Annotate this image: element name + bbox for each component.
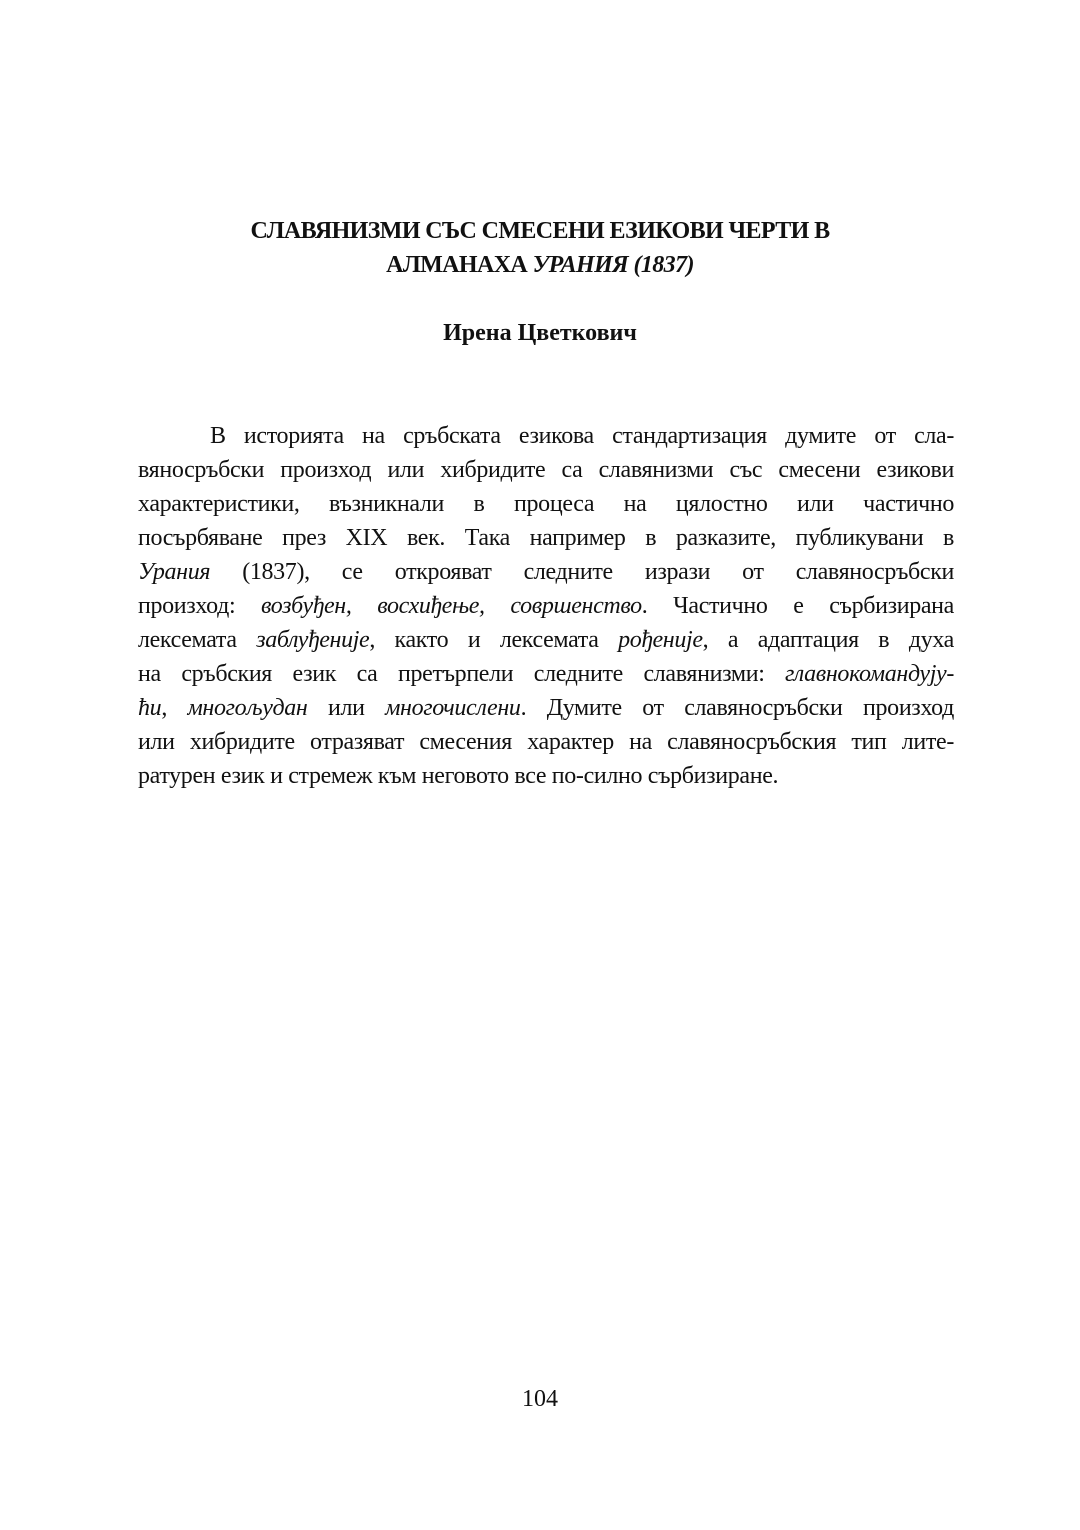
abstract-line-2: вяносръбски произход или хибридите са славянизми със смесени езикови <box>138 457 954 483</box>
abstract-line-7-text-1: лексемата <box>138 627 257 653</box>
article-title-line-2 <box>0 248 1080 282</box>
abstract-line-4: посърбяване през XIX век. Така например в разказите, публикувани в <box>138 525 954 551</box>
article-title-line-2-text: АЛМАНАХА <box>386 252 533 278</box>
abstract-line-7-text-2: , както и лексемата <box>369 627 619 653</box>
page-number: 104 <box>522 1386 558 1412</box>
abstract-line-9-italic-1: ћи <box>138 695 162 721</box>
abstract-line-11: ратурен език и стремеж към неговото все по-силно сърбизиране. <box>138 763 779 789</box>
abstract-line-6 <box>138 589 954 623</box>
abstract-line-7-italic-2: рођеније <box>618 627 703 653</box>
abstract-line-9-text-2: или <box>307 695 386 721</box>
abstract-line-6-text-2: . Частично е сърбизирана <box>641 593 954 619</box>
abstract-line-9 <box>138 691 954 725</box>
abstract-line-10: или хибридите отразяват смесения характер на славяносръбския тип лите- <box>138 729 954 755</box>
abstract-line-7-text-3: , а адаптация в духа <box>702 627 954 653</box>
abstract-line-5 <box>138 555 954 589</box>
abstract-line-8-italic-1: главнокомандују- <box>785 661 954 687</box>
abstract-line-9-text-1: , <box>161 695 188 721</box>
abstract-line-7 <box>138 623 954 657</box>
abstract-line-9-italic-3: многочислени <box>385 695 521 721</box>
abstract-line-1: В историята на сръбската езикова стандартизация думите от сла- <box>210 423 954 449</box>
abstract-line-3: характеристики, възникнали в процеса на цялостно или частично <box>138 491 954 517</box>
abstract-line-9-italic-2: многољудан <box>187 695 308 721</box>
abstract-line-7-italic-1: заблуђеније <box>256 627 370 653</box>
article-title-line-1: СЛАВЯНИЗМИ СЪС СМЕСЕНИ ЕЗИКОВИ ЧЕРТИ В <box>250 218 830 244</box>
abstract-line-8-text-1: на сръбския език са претърпели следните славянизми: <box>138 661 786 687</box>
abstract-line-5-text-1: (1837), се открояват следните изрази от славяносръбски <box>210 559 954 585</box>
abstract-line-8 <box>138 657 954 691</box>
abstract-line-9-text-3: . Думите от славяносръбски произход <box>520 695 954 721</box>
abstract-line-5-italic-1: Урания <box>138 559 211 585</box>
abstract-paragraph <box>138 419 954 793</box>
author-name: Ирена Цветкович <box>443 320 637 346</box>
article-title <box>0 214 1080 282</box>
abstract-line-6-text-1: произход: <box>138 593 262 619</box>
article-title-line-2-italic: УРАНИЯ (1837) <box>532 252 694 278</box>
abstract-line-6-italic-1: возбуђен, восхиђење, совршенство <box>261 593 642 619</box>
